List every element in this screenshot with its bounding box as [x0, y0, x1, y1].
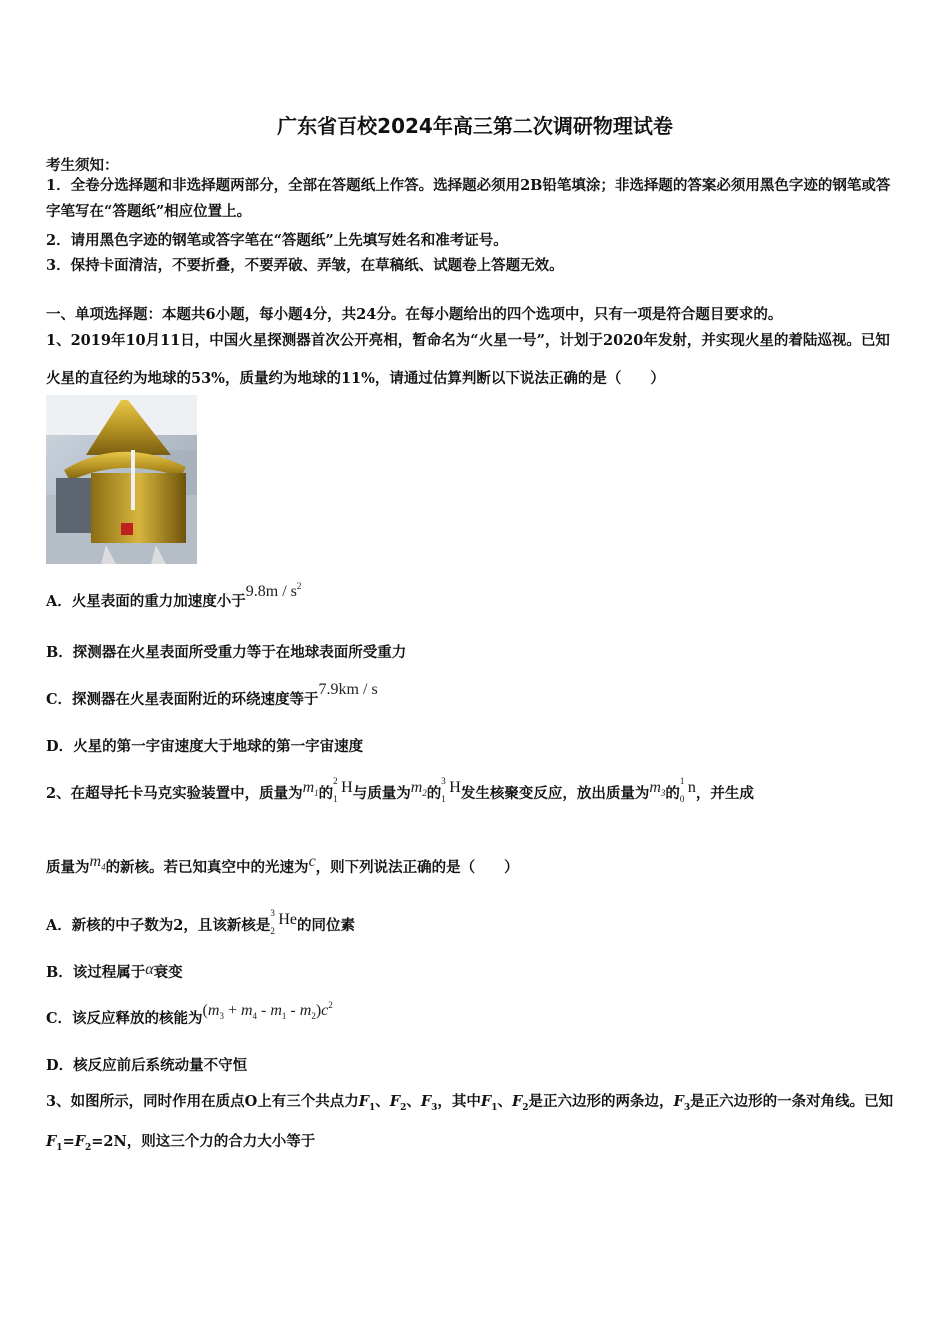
q1-option-a[interactable] [46, 581, 302, 611]
helium3-symbol: 3 2 He [270, 908, 297, 936]
q2-option-c-formula: $(m_3 + m_4 - m_1 - m_2)c^2$ [202, 1000, 333, 1021]
deuterium-symbol: 2 1 H [333, 776, 353, 804]
mass-m4: $m_4$ [89, 853, 106, 872]
q2-option-d[interactable]: D．核反应前后系统动量不守恒 [46, 1057, 248, 1074]
speed-of-light-c: c [308, 853, 316, 870]
q1-option-a-text: A．火星表面的重力加速度小于 [46, 593, 246, 610]
q1-option-b[interactable]: B．探测器在火星表面所受重力等于在地球表面所受重力 [46, 644, 407, 661]
question-3-stem: 3、如图所示，同时作用在质点O上有三个共点力$F_1$、$F_2$、$F_3$，其中$F_1$、$F_2$是正六边形的两条边，$F_3$是正六边形的一条对角线。已知$F_1=F_2=2N$，则这三个力的合力大小等于 [46, 1093, 894, 1153]
tritium-symbol: 3 1 H [441, 776, 461, 804]
mass-m2: $m_2$ [410, 779, 427, 798]
notice-item-3: 3．保持卡面清洁，不要折叠，不要弄破、弄皱，在草稿纸、试题卷上答题无效。 [46, 257, 564, 274]
notice-item-2: 2．请用黑色字迹的钢笔或答字笔在“答题纸”上先填写姓名和准考证号。 [46, 232, 508, 249]
exam-title: 广东省百校2024年高三第二次调研物理试卷 [277, 114, 673, 138]
q1-option-c-formula: 7.9km / s [318, 681, 378, 698]
q1-option-c[interactable] [46, 681, 378, 709]
mass-m3: $m_3$ [649, 779, 666, 798]
neutron-symbol: 1 0 n [679, 776, 696, 804]
notice-heading: 考生须知： [46, 157, 119, 174]
mars-probe-photo [46, 395, 197, 564]
q1-option-c-text: C．探测器在火星表面附近的环绕速度等于 [46, 691, 319, 708]
q2-option-c[interactable]: C．该反应释放的核能为$(m_3 + m_4 - m_1 - m_2)c^2$ [46, 1000, 333, 1027]
question-2-stem-line1: 2、在超导托卡马克实验装置中，质量为$m_1$的 2 1 H与质量为$m_2$的 3 1 H发生核聚变反应，放出质量为$m_3$的 1 0 n，并生成 [46, 776, 754, 804]
q1-option-a-formula: $9.8m / s^2$ [245, 581, 302, 600]
question-2-stem-line2: 质量为$m_4$的新核。若已知真空中的光速为c，则下列说法正确的是（ ） [46, 853, 519, 876]
alpha-symbol: α [145, 961, 154, 978]
mass-m1: $m_1$ [302, 779, 319, 798]
q2-option-a[interactable]: A．新核的中子数为2，且该新核是 3 2 He的同位素 [46, 908, 355, 936]
section-heading: 一、单项选择题：本题共6小题，每小题4分，共24分。在每小题给出的四个选项中，只有一项是符合题目要求的。 [46, 306, 783, 323]
notice-item-1: 1．全卷分选择题和非选择题两部分，全部在答题纸上作答。选择题必须用2B铅笔填涂；非选择题的答案必须用黑色字迹的钢笔或答字笔写在“答题纸”相应位置上。 [46, 177, 891, 220]
q1-option-d[interactable]: D．火星的第一宇宙速度大于地球的第一宇宙速度 [46, 738, 364, 755]
q2-option-b[interactable]: B．该过程属于α衰变 [46, 961, 183, 981]
question-1-stem: 1、2019年10月11日，中国火星探测器首次公开亮相，暂命名为“火星一号”，计划于2020年发射，并实现火星的着陆巡视。已知火星的直径约为地球的53%，质量约为地球的11%，请通过估算判断以下说法正确的是（ ） [46, 332, 890, 387]
